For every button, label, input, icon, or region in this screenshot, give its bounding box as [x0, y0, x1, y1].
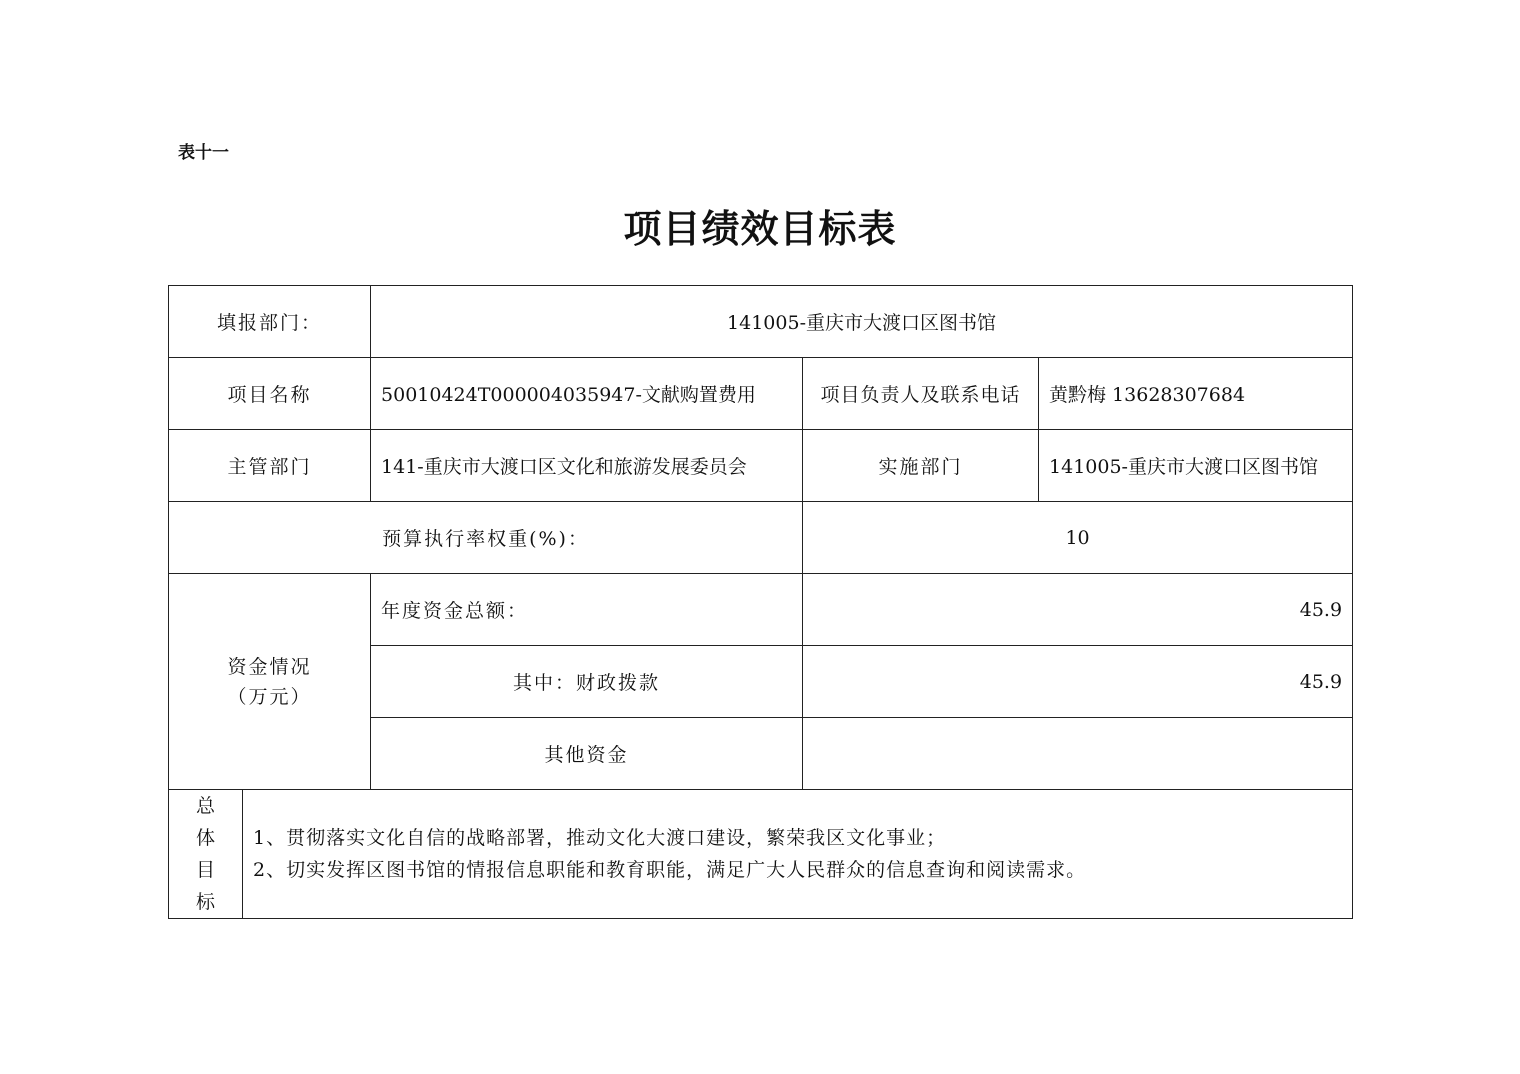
row-project-name [169, 358, 1353, 430]
overall-goal-text [243, 790, 1353, 919]
overall-goal-label [169, 790, 243, 919]
funding-label-line2: （万元） [227, 685, 312, 708]
contact-label: 项目负责人及联系电话 [803, 358, 1039, 430]
row-departments [169, 430, 1353, 502]
goal-label-char: 标 [195, 891, 215, 913]
table-number-label: 表十一 [178, 143, 229, 163]
annual-total-label: 年度资金总额： [371, 574, 803, 646]
budget-weight-label: 预算执行率权重(%)： [169, 502, 803, 574]
other-funds-value [803, 718, 1353, 790]
document-title: 项目绩效目标表 [623, 206, 897, 251]
implementing-dept-label: 实施部门 [803, 430, 1039, 502]
goal-label-char: 体 [195, 827, 215, 849]
row-overall-goal [169, 790, 1353, 919]
funding-label [169, 574, 371, 790]
reporting-dept-value: 141005-重庆市大渡口区图书馆 [371, 286, 1353, 358]
reporting-dept-label: 填报部门： [169, 286, 371, 358]
supervising-dept-label: 主管部门 [169, 430, 371, 502]
goal-line-2: 2、切实发挥区图书馆的情报信息职能和教育职能，满足广大人民群众的信息查询和阅读需求。 [253, 859, 1087, 881]
other-funds-label: 其他资金 [371, 718, 803, 790]
performance-target-table [168, 285, 1353, 919]
row-reporting-dept [169, 286, 1353, 358]
goal-label-char: 总 [195, 795, 215, 817]
row-budget-weight [169, 502, 1353, 574]
fiscal-label: 其中：财政拨款 [371, 646, 803, 718]
fiscal-value: 45.9 [803, 646, 1353, 718]
supervising-dept-value: 141-重庆市大渡口区文化和旅游发展委员会 [371, 430, 803, 502]
budget-weight-value: 10 [803, 502, 1353, 574]
project-name-label: 项目名称 [169, 358, 371, 430]
implementing-dept-value: 141005-重庆市大渡口区图书馆 [1039, 430, 1353, 502]
goal-label-char: 目 [195, 859, 215, 881]
funding-label-line1: 资金情况 [227, 655, 312, 678]
contact-value: 黄黔梅 13628307684 [1039, 358, 1353, 430]
goal-line-1: 1、贯彻落实文化自信的战略部署，推动文化大渡口建设，繁荣我区文化事业； [253, 827, 947, 849]
annual-total-value: 45.9 [803, 574, 1353, 646]
row-annual-total [169, 574, 1353, 646]
project-name-value: 50010424T000004035947-文献购置费用 [371, 358, 803, 430]
